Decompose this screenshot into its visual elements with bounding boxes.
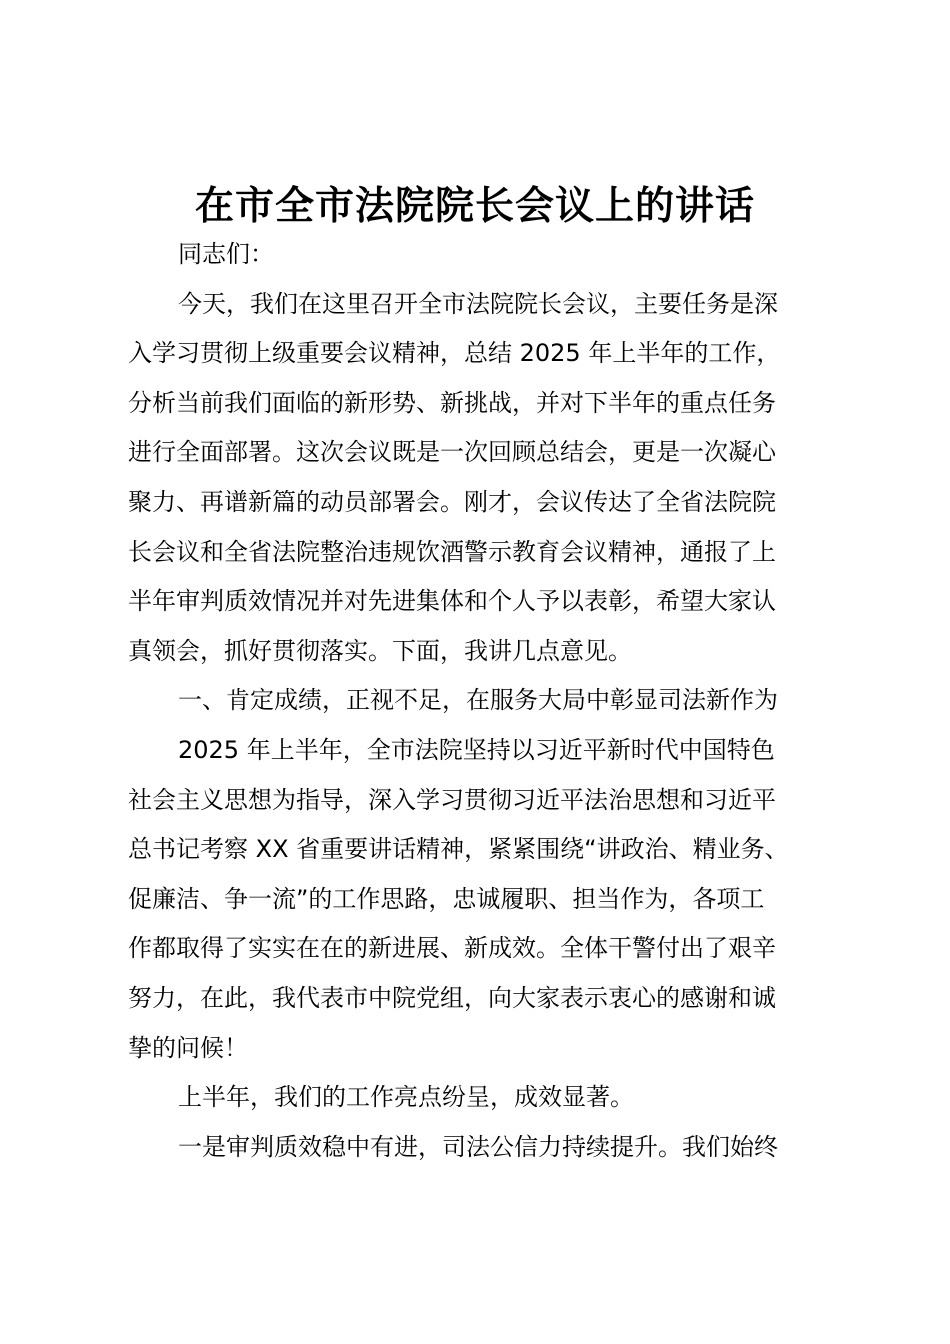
paragraph-line: 今天，我们在这里召开全市法院院长会议，主要任务是深: [178, 289, 778, 318]
paragraph-line: 社会主义思想为指导，深入学习贯彻习近平法治思想和习近平: [128, 785, 776, 814]
paragraph-line: 总书记考察 XX 省重要讲话精神，紧紧围绕“讲政治、精业务、: [128, 835, 789, 864]
paragraph-line: 半年审判质效情况并对先进集体和个人予以表彰，希望大家认: [128, 587, 776, 616]
paragraph-line: 挚的问候！: [128, 1033, 248, 1062]
paragraph-line: 一是审判质效稳中有进，司法公信力持续提升。我们始终: [178, 1132, 778, 1161]
document-title: 在市全市法院院长会议上的讲话: [194, 184, 755, 229]
paragraph-line: 促廉洁、争一流”的工作思路，忠诚履职、担当作为，各项工: [128, 884, 765, 913]
paragraph-line: 分析当前我们面临的新形势、新挑战，并对下半年的重点任务: [128, 388, 776, 417]
paragraph-line: 进行全面部署。这次会议既是一次回顾总结会，更是一次凝心: [128, 438, 776, 467]
paragraph-line: 聚力、再谱新篇的动员部署会。刚才，会议传达了全省法院院: [128, 487, 776, 516]
paragraph-line: 入学习贯彻上级重要会议精神，总结 2025 年上半年的工作，: [128, 339, 781, 368]
salutation-line: 同志们：: [178, 240, 274, 268]
section-heading: 一、肯定成绩，正视不足，在服务大局中彰显司法新作为: [178, 686, 778, 715]
paragraph-line: 真领会，抓好贯彻落实。下面，我讲几点意见。: [128, 636, 632, 665]
paragraph-line: 长会议和全省法院整治违规饮酒警示教育会议精神，通报了上: [128, 537, 776, 566]
paragraph-line: 2025 年上半年，全市法院坚持以习近平新时代中国特色: [178, 735, 775, 764]
paragraph-line: 作都取得了实实在在的新进展、新成效。全体干警付出了艰辛: [128, 934, 776, 963]
paragraph-line: 上半年，我们的工作亮点纷呈，成效显著。: [178, 1083, 634, 1112]
paragraph-line: 努力，在此，我代表市中院党组，向大家表示衷心的感谢和诚: [128, 983, 776, 1012]
document-body: [128, 230, 833, 1172]
